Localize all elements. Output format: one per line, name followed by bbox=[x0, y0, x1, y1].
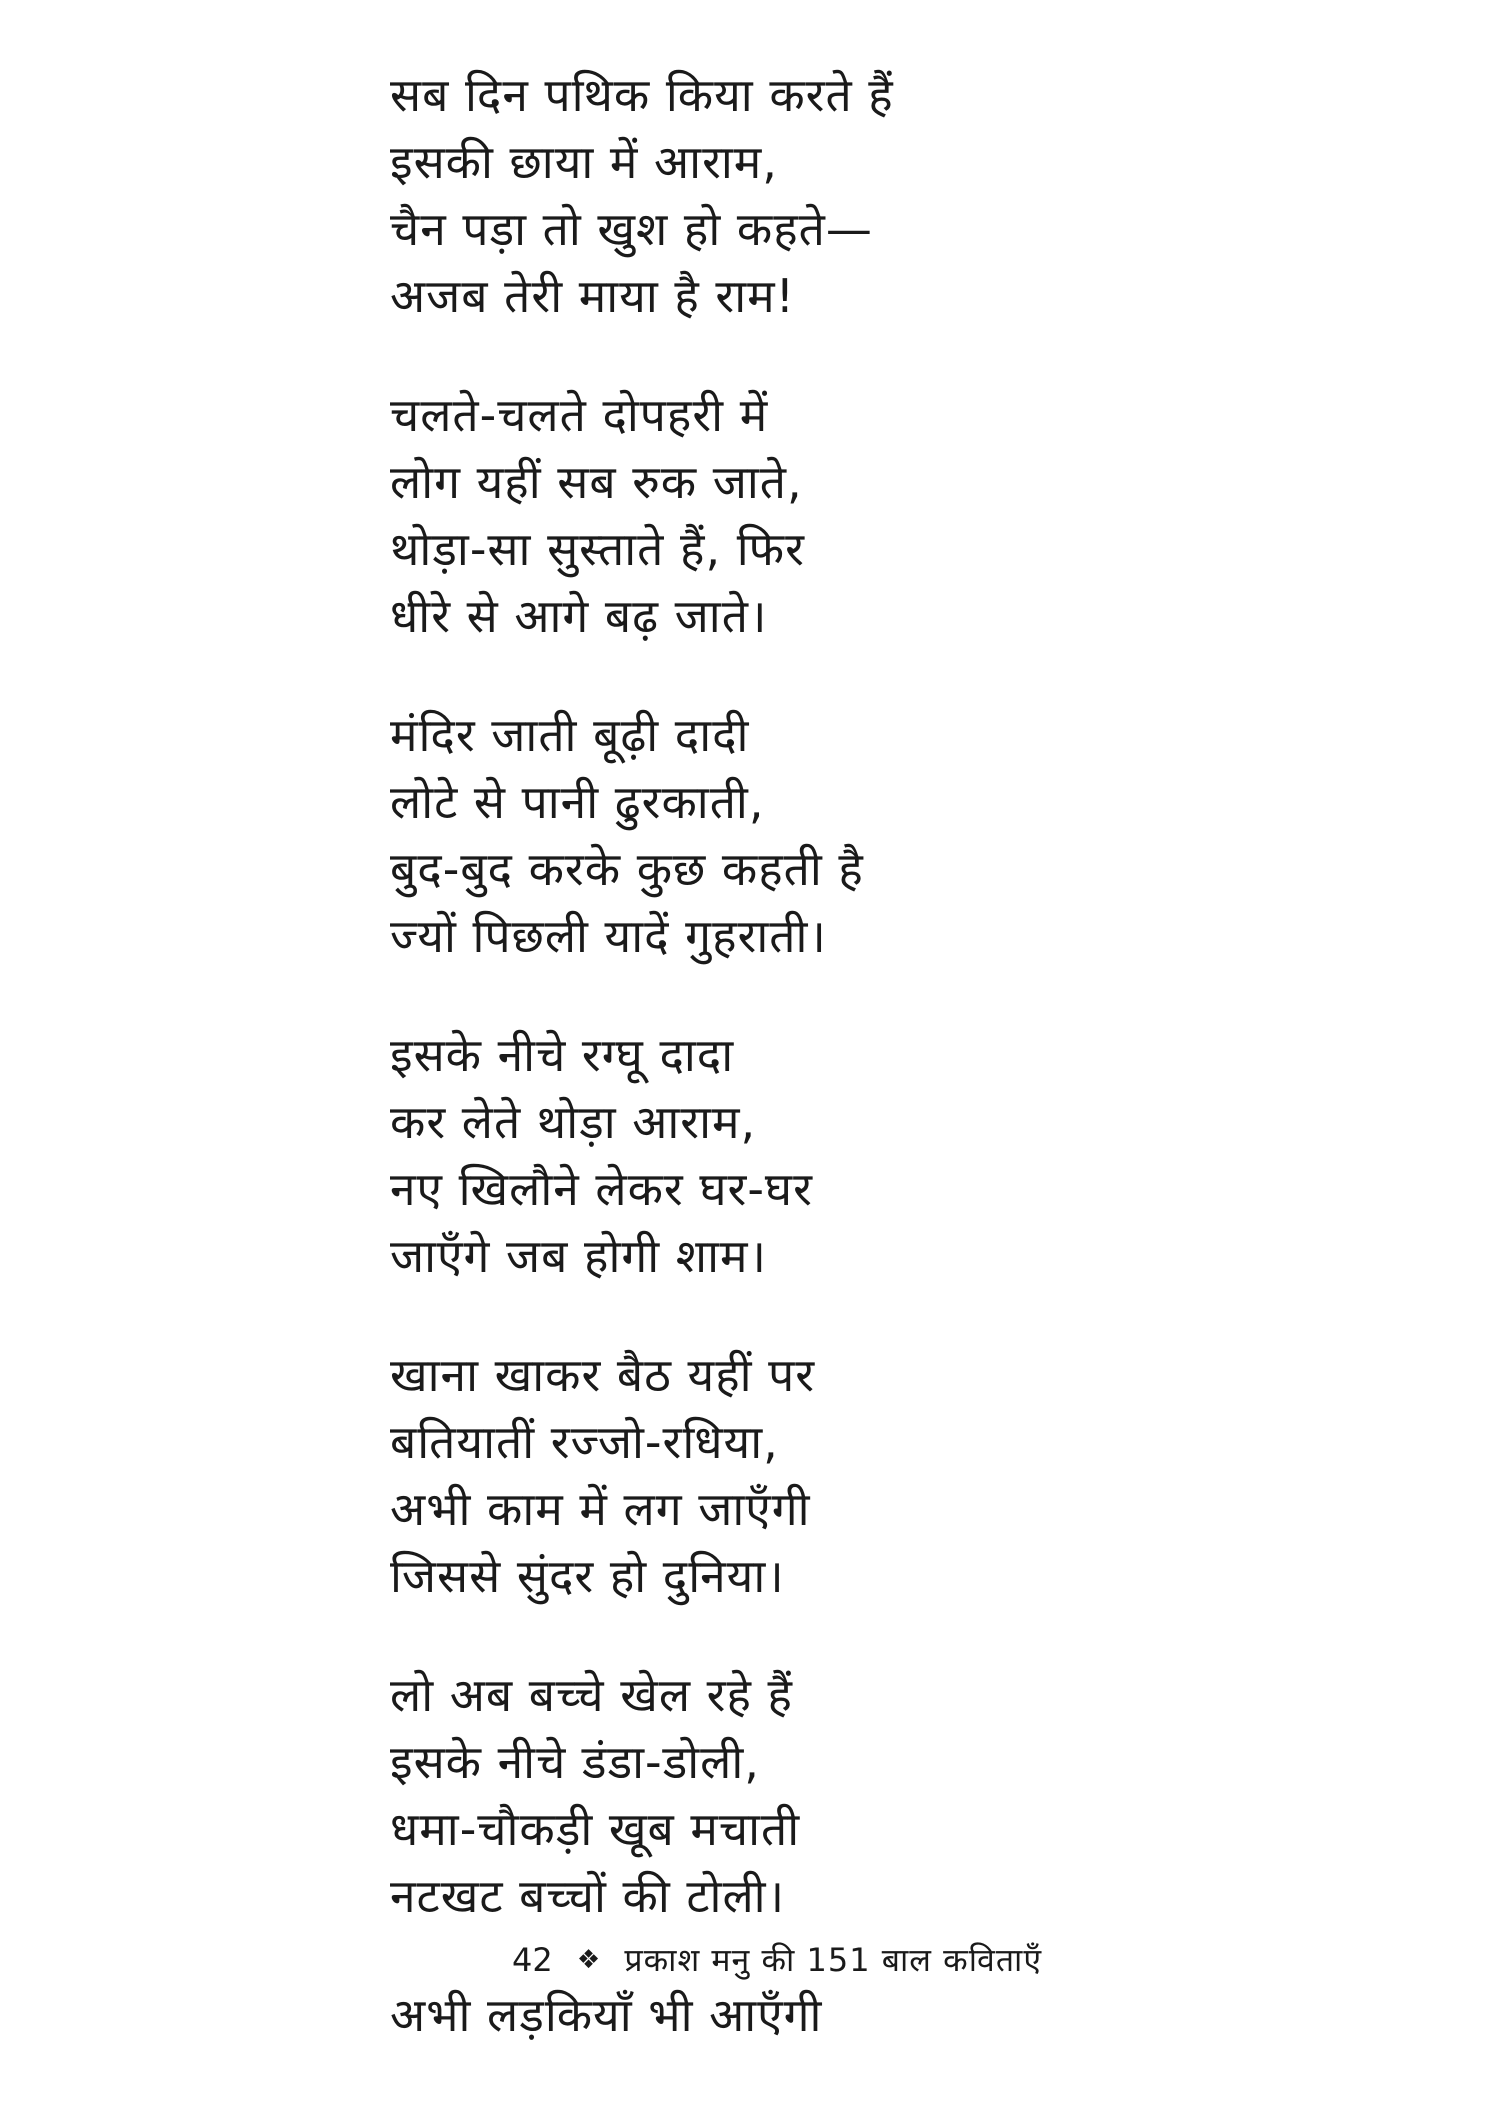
poem-line: खाना खाकर बैठ यहीं पर bbox=[390, 1348, 816, 1402]
poem-line: इसकी छाया में आराम, bbox=[390, 135, 778, 189]
poem-line: बुद-बुद करके कुछ कहती है bbox=[390, 842, 864, 896]
poem-body bbox=[390, 62, 1390, 2101]
poem-line: अभी काम में लग जाएँगी bbox=[390, 1482, 811, 1536]
poem-line: कर लेते थोड़ा आराम, bbox=[390, 1095, 757, 1149]
poem-line: इसके नीचे रग्घू दादा bbox=[390, 1028, 735, 1082]
poem-line: अभी लड़कियाँ भी आएँगी bbox=[390, 1988, 823, 2042]
poem-line: अजब तेरी माया है राम! bbox=[390, 269, 796, 323]
book-title: प्रकाश मनु की 151 बाल कविताएँ bbox=[624, 1941, 1043, 1979]
poem-line: सब दिन पथिक किया करते हैं bbox=[390, 68, 894, 122]
poem-line: धमा-चौकड़ी खूब मचाती bbox=[390, 1802, 801, 1856]
stanza-1 bbox=[390, 62, 1390, 330]
poem-line: धीरे से आगे बढ़ जाते। bbox=[390, 589, 768, 643]
page-footer bbox=[512, 1940, 1412, 1980]
stanza-7 bbox=[390, 1982, 1390, 2049]
poem-line: चलते-चलते दोपहरी में bbox=[390, 388, 769, 442]
poem-line: जाएँगे जब होगी शाम। bbox=[390, 1229, 767, 1283]
poem-line: मंदिर जाती बूढ़ी दादी bbox=[390, 708, 750, 762]
poem-line: इसके नीचे डंडा-डोली, bbox=[390, 1735, 760, 1789]
poem-line: जिससे सुंदर हो दुनिया। bbox=[390, 1549, 785, 1603]
poem-line: थोड़ा-सा सुस्ताते हैं, फिर bbox=[390, 522, 805, 576]
poem-line: चैन पड़ा तो खुश हो कहते— bbox=[390, 202, 873, 256]
poem-line: लो अब बच्चे खेल रहे हैं bbox=[390, 1668, 793, 1722]
poem-line: नटखट बच्चों की टोली। bbox=[390, 1869, 786, 1923]
stanza-5 bbox=[390, 1342, 1390, 1610]
stanza-2 bbox=[390, 382, 1390, 650]
page-number: 42 bbox=[512, 1941, 553, 1979]
poem-line: नए खिलौने लेकर घर-घर bbox=[390, 1162, 813, 1216]
stanza-4 bbox=[390, 1022, 1390, 1290]
poem-line: लोटे से पानी ढुरकाती, bbox=[390, 775, 765, 829]
poem-line: बतियातीं रज्जो-रधिया, bbox=[390, 1415, 779, 1469]
stanza-6 bbox=[390, 1662, 1390, 1930]
stanza-3 bbox=[390, 702, 1390, 970]
poem-line: लोग यहीं सब रुक जाते, bbox=[390, 455, 803, 509]
poem-line: ज्यों पिछली यादें गुहराती। bbox=[390, 909, 827, 963]
diamond-ornament-icon: ❖ bbox=[576, 1945, 601, 1975]
